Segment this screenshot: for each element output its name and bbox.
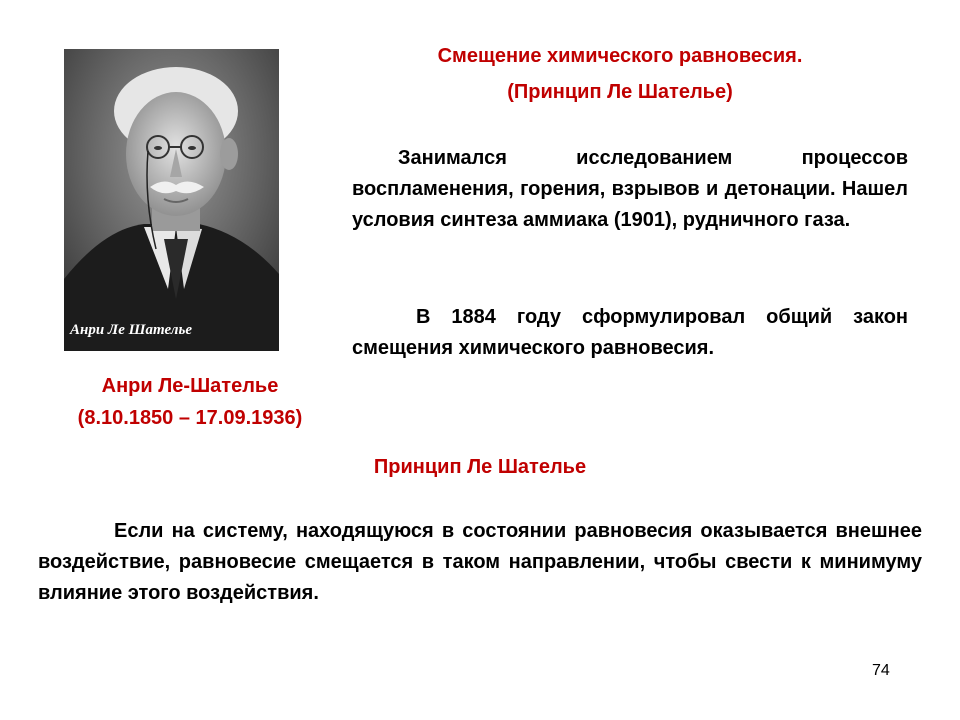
person-dates: (8.10.1850 – 17.09.1936) [77,407,303,429]
principle-text: Если на систему, находящуюся в состоянии равновесия оказывается внешнее воздействие, равновесие смещается в таком направлении, чтобы свести к минимуму влияние этого воздействия. [38,520,922,604]
slide-title-line1: Смещение химического равновесия. [437,45,803,67]
bio-paragraph-1: Занимался исследованием процессов воспламенения, горения, взрывов и детонации. Нашел условия синтеза аммиака (1901), рудничного газа. [352,147,908,231]
portrait-caption: Анри Ле Шателье [70,322,192,338]
page-number: 74 [872,662,890,679]
slide-title-line2: (Принцип Ле Шателье) [507,81,733,103]
person-name: Анри Ле-Шателье [101,375,279,397]
bio-paragraph-2: В 1884 году сформулировал общий закон смещения химического равновесия. [352,306,908,359]
portrait-photo [64,49,279,351]
principle-title: Принцип Ле Шателье [373,456,587,478]
